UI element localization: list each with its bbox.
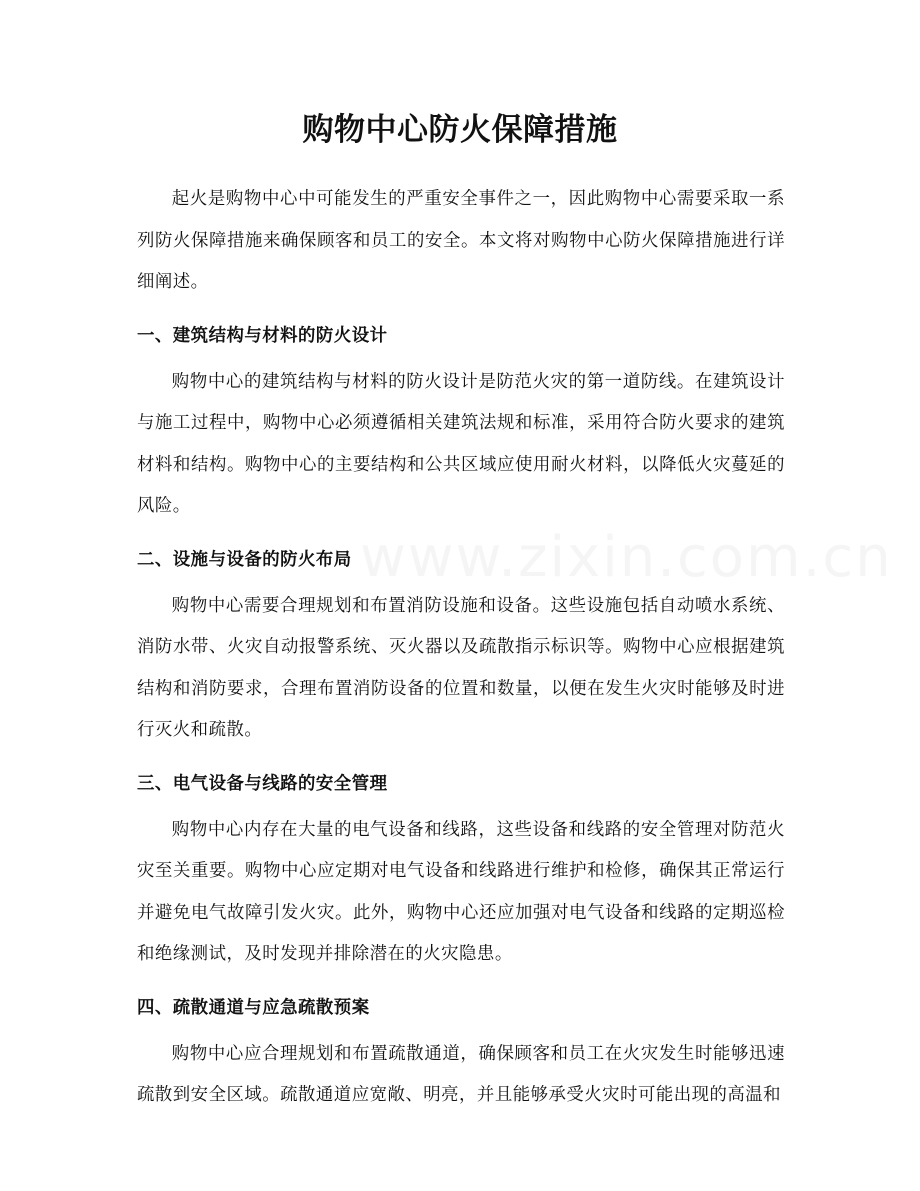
- section-paragraph-4: 购物中心应合理规划和布置疏散通道，确保顾客和员工在火灾发生时能够迅速疏散到安全区域。疏散通道应宽敞、明亮，并且能够承受火灾时可能出现的高温和: [137, 1043, 785, 1105]
- watermark: www.zixin.com.cn: [360, 525, 893, 590]
- section-heading-1: 一、建筑结构与材料的防火设计: [137, 325, 388, 346]
- section-heading-3: 三、电气设备与线路的安全管理: [137, 773, 388, 794]
- section-paragraph-3: 购物中心内存在大量的电气设备和线路，这些设备和线路的安全管理对防范火灾至关重要。购物中心应定期对电气设备和线路进行维护和检修，确保其正常运行并避免电气故障引发火灾。此外，购物中心还应加强对电气设备和线路的定期巡检和绝缘测试，及时发现并排除潜在的火灾隐患。: [137, 819, 785, 964]
- section-heading-2: 二、设施与设备的防火布局: [137, 549, 352, 570]
- section-paragraph-1: 购物中心的建筑结构与材料的防火设计是防范火灾的第一道防线。在建筑设计与施工过程中，购物中心必须遵循相关建筑法规和标准，采用符合防火要求的建筑材料和结构。购物中心的主要结构和公共区域应使用耐火材料，以降低火灾蔓延的风险。: [137, 371, 785, 516]
- document-body: [137, 179, 785, 1117]
- document-title: 购物中心防火保障措施: [302, 112, 618, 148]
- section-paragraph-2: 购物中心需要合理规划和布置消防设施和设备。这些设施包括自动喷水系统、消防水带、火灾自动报警系统、灭火器以及疏散指示标识等。购物中心应根据建筑结构和消防要求，合理布置消防设备的位置和数量，以便在发生火灾时能够及时进行灭火和疏散。: [137, 595, 785, 740]
- section-heading-4: 四、疏散通道与应急疏散预案: [137, 997, 370, 1018]
- intro-paragraph: 起火是购物中心中可能发生的严重安全事件之一，因此购物中心需要采取一系列防火保障措施来确保顾客和员工的安全。本文将对购物中心防火保障措施进行详细阐述。: [137, 189, 785, 292]
